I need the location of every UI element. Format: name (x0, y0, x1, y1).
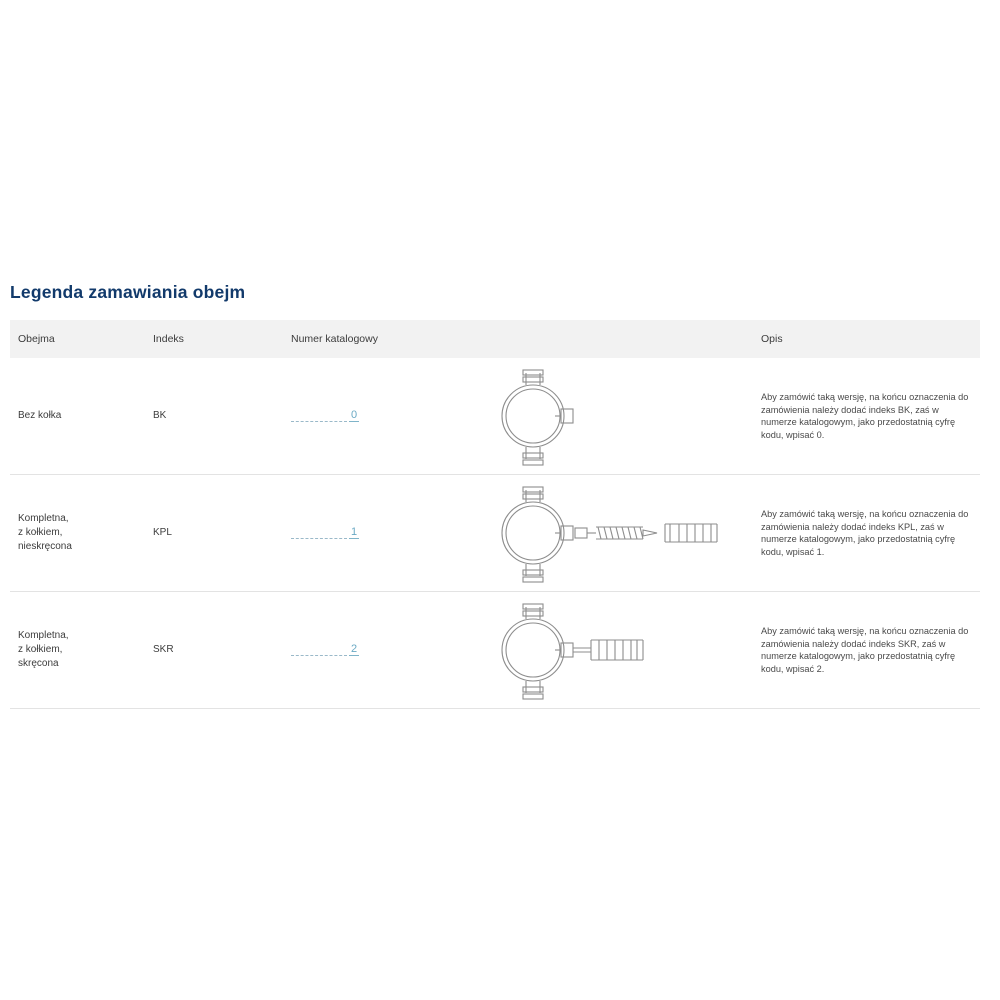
cell-opis: Aby zamówić taką wersję, na końcu oznaczenia do zamówienia należy dodać indeks SKR, zaś w numerze katalogowym, jako przedostatnią cyfrę kodu, wpisać 2. (761, 625, 969, 674)
cell-numer-katalogowy (291, 527, 471, 539)
cell-numer-katalogowy (291, 644, 471, 656)
column-header-opis: Opis (761, 333, 783, 345)
table-row (10, 592, 980, 709)
cell-obejma-line: Kompletna, (18, 513, 69, 524)
cell-numer-katalogowy (291, 410, 471, 422)
catalog-code-dashes (291, 646, 347, 656)
cell-obejma-line: skręcona (18, 658, 59, 669)
table-row (10, 358, 980, 475)
catalog-code-digit: 1 (351, 526, 358, 538)
cell-obejma-line: z kołkiem, (18, 527, 63, 538)
cell-indeks: BK (153, 410, 167, 421)
table-row (10, 475, 980, 592)
catalog-code-digit: 0 (351, 409, 358, 421)
table-header-row (10, 320, 980, 358)
legend-table (10, 320, 980, 709)
cell-obejma-line: Kompletna, (18, 630, 69, 641)
catalog-code-digit: 2 (351, 643, 358, 655)
column-header-obejma: Obejma (18, 333, 55, 345)
clamp-figure-kpl-icon (465, 478, 735, 588)
column-header-indeks: Indeks (153, 333, 184, 345)
cell-opis: Aby zamówić taką wersję, na końcu oznaczenia do zamówienia należy dodać indeks KPL, zaś w numerze katalogowym, jako przedostatnią cyfrę kodu, wpisać 1. (761, 508, 969, 557)
column-header-numer-katalogowy: Numer katalogowy (291, 333, 378, 345)
cell-obejma (18, 629, 138, 671)
clamp-figure-skr-icon (465, 595, 735, 705)
cell-obejma-line: nieskręcona (18, 541, 72, 552)
page-title: Legenda zamawiania obejm (10, 282, 246, 302)
catalog-code-dashes (291, 529, 347, 539)
cell-opis: Aby zamówić taką wersję, na końcu oznaczenia do zamówienia należy dodać indeks BK, zaś w numerze katalogowym, jako przedostatnią cyfrę kodu, wpisać 0. (761, 391, 969, 440)
cell-indeks: SKR (153, 644, 174, 655)
cell-obejma: Bez kołka (18, 410, 62, 421)
cell-obejma (18, 512, 138, 554)
cell-obejma-line: z kołkiem, (18, 644, 63, 655)
cell-indeks: KPL (153, 527, 172, 538)
clamp-figure-bk-icon (465, 361, 735, 471)
catalog-code-dashes (291, 412, 347, 422)
